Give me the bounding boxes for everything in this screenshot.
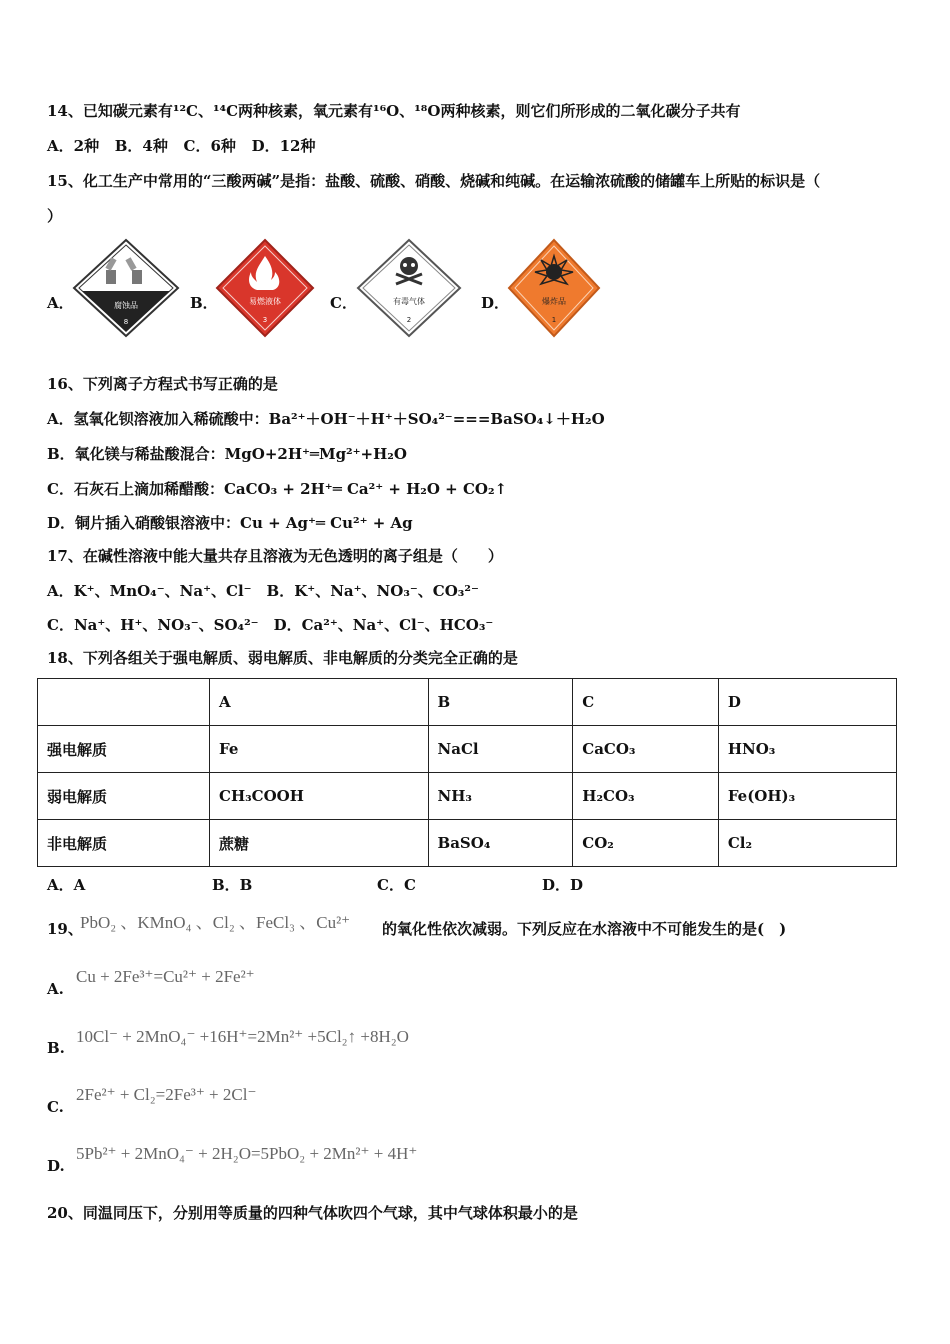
q15-stem-line1: 15、化工生产中常用的“三酸两碱”是指：盐酸、硫酸、硝酸、烧碱和纯碱。在运输浓硫酸的储罐车上所贴的标识是（ [47, 172, 821, 190]
table-header-d: D [718, 679, 896, 726]
q19-stem: 的氧化性依次减弱。下列反应在水溶液中不可能发生的是( ) [382, 920, 787, 938]
q15-option-b-label: B． [190, 294, 218, 312]
table-cell: CH₃COOH [210, 773, 429, 820]
table-row-label: 强电解质 [38, 726, 210, 773]
table-header-b: B [428, 679, 573, 726]
q19-option-c-label: C. [47, 1098, 64, 1116]
q15-option-c-label: C． [330, 294, 357, 312]
q16-option-d: D．铜片插入硝酸银溶液中：Cu + Ag⁺═ Cu²⁺ + Ag [47, 514, 413, 532]
q16-option-a: A．氢氧化钡溶液加入稀硫酸中：Ba²⁺＋OH⁻＋H⁺＋SO₄²⁻===BaSO₄↓＋H₂O [47, 410, 605, 428]
q19-option-c-equation: 2Fe²⁺ + Cl₂=2Fe³⁺ + 2Cl⁻ [76, 1085, 257, 1104]
q20-stem: 20、同温同压下，分别用等质量的四种气体吹四个气球，其中气球体积最小的是 [47, 1204, 578, 1222]
q18-stem: 18、下列各组关于强电解质、弱电解质、非电解质的分类完全正确的是 [47, 649, 518, 667]
q14-option-d: D．12种 [251, 137, 316, 155]
q16-option-b: B．氧化镁与稀盐酸混合：MgO+2H⁺═Mg²⁺+H₂O [47, 445, 407, 463]
q19-option-a-equation: Cu + 2Fe³⁺=Cu²⁺ + 2Fe²⁺ [76, 967, 255, 986]
q19-species: PbO₂ 、KMnO₄ 、Cl₂ 、FeCl₃ 、Cu²⁺ [80, 913, 351, 932]
table-cell: HNO₃ [718, 726, 896, 773]
table-cell: BaSO₄ [428, 820, 573, 867]
table-cell: 蔗糖 [210, 820, 429, 867]
table-row-label: 非电解质 [38, 820, 210, 867]
table-row [38, 820, 897, 867]
table-cell: Fe [210, 726, 429, 773]
table-cell [38, 679, 210, 726]
corrosive-sign-text: 腐蚀品 [114, 301, 138, 310]
toxic-sign-text: 有毒气体 [393, 297, 425, 306]
q15-option-a-label: A． [47, 294, 74, 312]
q14-options [47, 136, 316, 156]
table-cell: H₂CO₃ [573, 773, 719, 820]
flammable-sign-num: 3 [262, 316, 268, 324]
table-header-a: A [210, 679, 429, 726]
corrosive-sign-icon [72, 238, 180, 338]
q17-stem: 17、在碱性溶液中能大量共存且溶液为无色透明的离子组是（ ） [47, 547, 503, 565]
toxic-sign-num: 2 [406, 316, 412, 324]
q16-option-c: C．石灰石上滴加稀醋酸：CaCO₃ + 2H⁺═ Ca²⁺ + H₂O + CO₂↑ [47, 480, 508, 498]
q15-option-d-label: D． [481, 294, 510, 312]
q17-options-ab: A．K⁺、MnO₄⁻、Na⁺、Cl⁻ B．K⁺、Na⁺、NO₃⁻、CO₃²⁻ [47, 582, 479, 600]
q19-option-d-label: D. [47, 1157, 65, 1175]
corrosive-sign-num: 8 [123, 318, 129, 326]
q19-option-b-label: B. [47, 1039, 65, 1057]
q19-option-d-equation: 5Pb²⁺ + 2MnO₄⁻ + 2H₂O=5PbO₂ + 2Mn²⁺ + 4H⁺ [76, 1144, 418, 1163]
table-cell: CaCO₃ [573, 726, 719, 773]
table-header-row [38, 679, 897, 726]
q19-option-a-label: A. [47, 980, 64, 998]
q18-table [37, 678, 897, 867]
q18-option-b: B．B [212, 876, 253, 894]
q14-option-a: A．2种 [47, 137, 100, 155]
table-cell: Fe(OH)₃ [718, 773, 896, 820]
table-row-label: 弱电解质 [38, 773, 210, 820]
table-cell: CO₂ [573, 820, 719, 867]
table-row [38, 773, 897, 820]
explosive-sign-icon [507, 238, 601, 338]
toxic-gas-sign-icon [356, 238, 462, 338]
flammable-liquid-sign-icon [215, 238, 315, 338]
explosive-sign-text: 爆炸品 [542, 297, 566, 306]
q16-stem: 16、下列离子方程式书写正确的是 [47, 375, 278, 393]
q14-stem: 14、已知碳元素有¹²C、¹⁴C两种核素，氧元素有¹⁶O、¹⁸O两种核素，则它们所形成的二氧化碳分子共有 [47, 102, 741, 120]
q19-option-b-equation: 10Cl⁻ + 2MnO₄⁻ +16H⁺=2Mn²⁺ +5Cl₂↑ +8H₂O [76, 1027, 409, 1046]
q15-stem-line2: ） [47, 207, 63, 225]
q18-option-a: A．A [47, 876, 86, 894]
explosive-sign-num: 1 [551, 316, 557, 324]
q14-option-c: C．6种 [183, 137, 236, 155]
flammable-sign-text: 易燃液体 [249, 297, 281, 306]
table-row [38, 726, 897, 773]
q19-number: 19、 [47, 920, 83, 938]
q18-option-d: D．D [542, 876, 584, 894]
q18-option-c: C．C [377, 876, 416, 894]
table-cell: Cl₂ [718, 820, 896, 867]
q17-options-cd: C．Na⁺、H⁺、NO₃⁻、SO₄²⁻ D．Ca²⁺、Na⁺、Cl⁻、HCO₃⁻ [47, 616, 494, 634]
table-cell: NH₃ [428, 773, 573, 820]
q14-option-b: B．4种 [114, 137, 168, 155]
table-cell: NaCl [428, 726, 573, 773]
table-header-c: C [573, 679, 719, 726]
